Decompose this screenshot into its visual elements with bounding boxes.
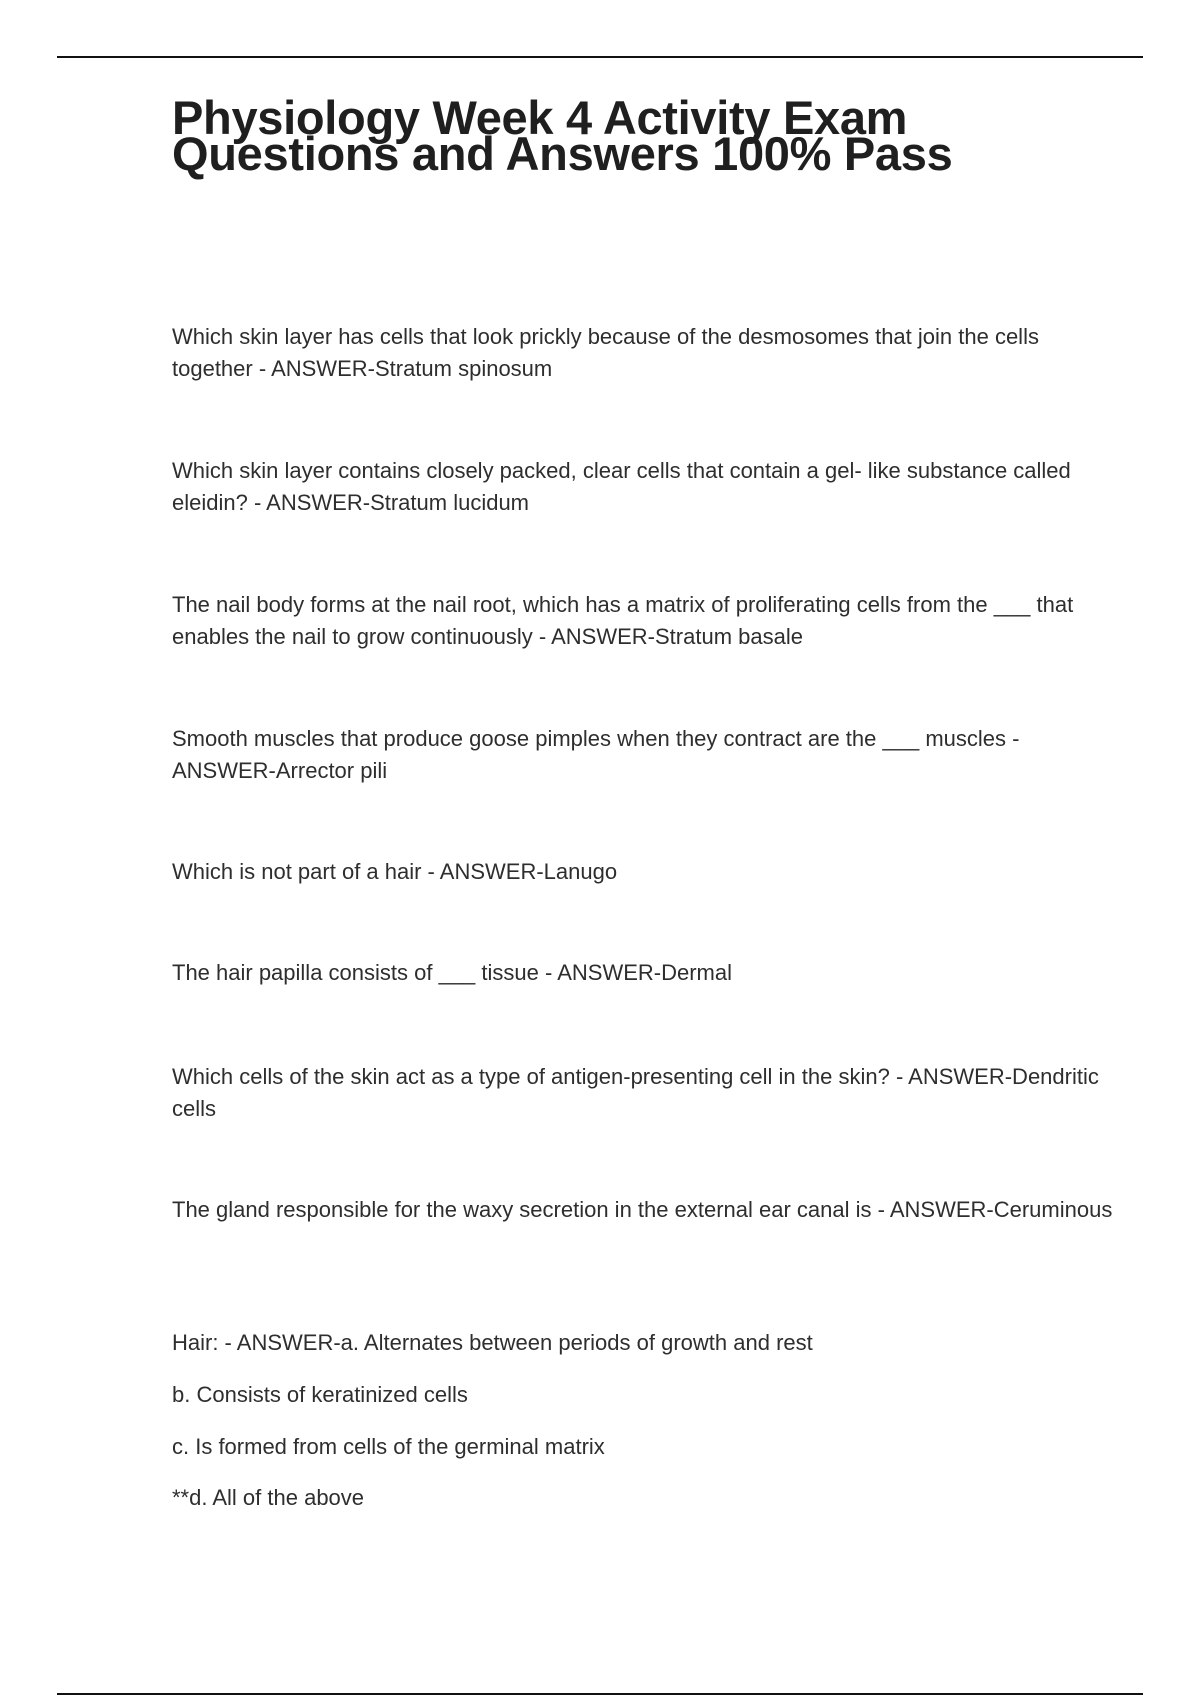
qa-item-7: Which cells of the skin act as a type of antigen-presenting cell in the skin? - ANSWER-Dendritic cells (172, 1064, 1099, 1121)
qa-item-9-line-1: Hair: - ANSWER-a. Alternates between periods of growth and rest (172, 1330, 813, 1355)
qa-item-9-line-2: b. Consists of keratinized cells (172, 1382, 468, 1407)
qa-item-5: Which is not part of a hair - ANSWER-Lanugo (172, 859, 618, 884)
top-rule (57, 56, 1143, 58)
qa-item-4: Smooth muscles that produce goose pimples when they contract are the ___ muscles - ANSWER-Arrector pili (172, 726, 1020, 783)
qa-item-9-line-4: **d. All of the above (172, 1485, 365, 1510)
qa-item-3: The nail body forms at the nail root, which has a matrix of proliferating cells from the ___ that enables the nail to grow continuously - ANSWER-Stratum basale (172, 592, 1074, 649)
document-title: Physiology Week 4 Activity Exam Questions and Answers 100% Pass (172, 91, 953, 180)
qa-item-2: Which skin layer contains closely packed, clear cells that contain a gel- like substance called eleidin? - ANSWER-Stratum lucidum (172, 458, 1071, 515)
qa-item-6: The hair papilla consists of ___ tissue - ANSWER-Dermal (172, 960, 732, 985)
qa-item-9-line-3: c. Is formed from cells of the germinal matrix (172, 1434, 605, 1459)
bottom-rule (57, 1693, 1143, 1695)
qa-item-8: The gland responsible for the waxy secretion in the external ear canal is - ANSWER-Ceruminous (172, 1197, 1113, 1222)
qa-item-1: Which skin layer has cells that look prickly because of the desmosomes that join the cells together - ANSWER-Stratum spinosum (172, 324, 1039, 381)
